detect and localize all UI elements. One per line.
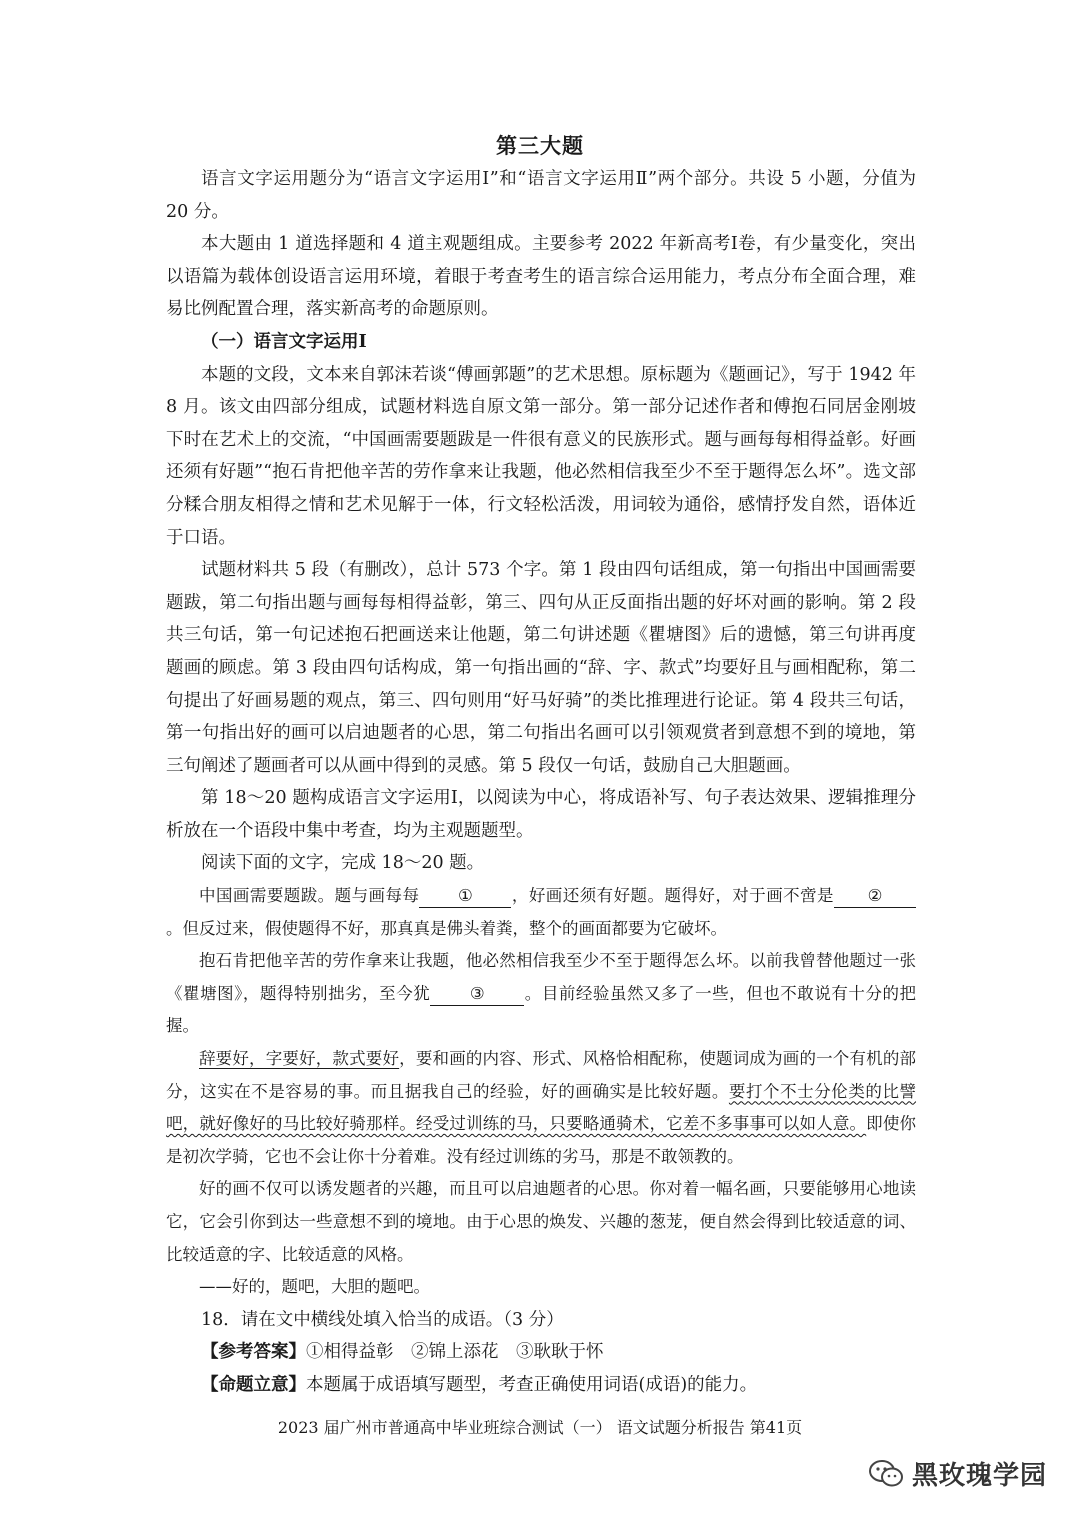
answer-label: 【参考答案】	[201, 1342, 306, 1363]
intent-text: 本题属于成语填写题型，考查正确使用词语(成语)的能力。	[306, 1374, 758, 1395]
question-18-prompt: 18．请在文中横线处填入恰当的成语。（3 分）	[201, 1309, 564, 1330]
blank-2: ②	[834, 885, 916, 908]
analysis-paragraph-3: 第 18～20 题构成语言文字运用Ⅰ，以阅读为中心，将成语补写、句子表达效果、逻辑推理分析放在一个语段中集中考查，均为主观题题型。	[166, 788, 916, 841]
page-footer: 2023 届广州市普通高中毕业班综合测试（一） 语文试题分析报告 第41页	[277, 1418, 803, 1437]
intent-label: 【命题立意】	[201, 1374, 306, 1395]
excerpt-text: 中国画需要题跋。题与画每每	[199, 886, 420, 906]
analysis-paragraph-2: 试题材料共 5 段（有删改），总计 573 个字。第 1 段由四句话组成，第一句指出中国画需要题跋，第二句指出题与画每每相得益彰，第三、四句从正反面指出题的好坏对画的影响。第 2 段共三句话，第一句记述抱石把画送来让他题，第二句讲述题《瞿塘图》后的遗憾，第三句讲再度题画的顾虑。第 3 段由四句话构成，第一句指出画的“辞、字、款式”均要好且与画相配称，第二句提出了好画易题的观点，第三、四句则用“好马好骑”的类比推理进行论证。第 4 段共三句话，第一句指出好的画可以启迪题者的心思，第二句指出名画可以引领观赏者到意想不到的境地，第三句阐述了题画者可以从画中得到的灵感。第 5 段仅一句话，鼓励自己大胆题画。	[166, 560, 916, 776]
underlined-sentence: 辞要好，字要好，款式要好	[199, 1049, 400, 1069]
intro-paragraph-1: 语言文字运用题分为“语言文字运用Ⅰ”和“语言文字运用Ⅱ”两个部分。共设 5 小题，分值为 20 分。	[166, 169, 916, 222]
excerpt-text: ，要和画的内容、形式、风格恰相配称，使题词成为画的一个有机的部分，这实在不是容易的事。而且据我自己的经验，好的画确实是比较好题。	[166, 1049, 917, 1101]
excerpt-paragraph-3	[166, 1043, 916, 1173]
section-heading: （一）语言文字运用Ⅰ	[201, 331, 367, 352]
wechat-icon	[868, 1459, 904, 1489]
watermark-text: 黑玫瑰学园	[912, 1461, 1048, 1491]
excerpt-text: 即使你是初次学骑，它也不会让你十分着难。没有经过训练的劣马，那是不敢领教的。	[166, 1114, 917, 1166]
excerpt-text: 。但反过来，假使题得不好，那真真是佛头着粪，整个的画面都要为它破坏。	[166, 918, 727, 938]
excerpt-paragraph-5: ——好的，题吧，大胆的题吧。	[199, 1277, 430, 1297]
excerpt-paragraph-4: 好的画不仅可以诱发题者的兴趣，而且可以启迪题者的心思。你对着一幅名画，只要能够用心地读它，它会引你到达一些意想不到的境地。由于心思的焕发、兴趣的葱茏，便自然会得到比较适意的词、比较适意的字、比较适意的风格。	[166, 1179, 916, 1264]
answer-text: ①相得益彰 ②锦上添花 ③耿耿于怀	[306, 1342, 604, 1363]
intro-paragraph-2: 本大题由 1 道选择题和 4 道主观题组成。主要参考 2022 年新高考Ⅰ卷，有少量变化，突出以语篇为载体创设语言运用环境，着眼于考查考生的语言综合运用能力，考点分布全面合理，难易比例配置合理，落实新高考的命题原则。	[166, 234, 916, 320]
blank-1: ①	[419, 885, 511, 908]
excerpt-text: ，好画还须有好题。题得好，对于画不啻是	[511, 886, 835, 906]
wavy-underlined-sentence: 要打个不士分伦类的比譬吧，就好像好的马比较好骑那样。经受过训练的马，只要略通骑术，它差不多事事可以如人意。	[166, 1081, 917, 1134]
reading-excerpt	[166, 880, 916, 1304]
excerpt-paragraph-2	[166, 945, 916, 1043]
watermark	[868, 1455, 1047, 1492]
page-title: 第三大题	[496, 133, 584, 158]
excerpt-text: 。目前经验虽然又多了一些，但也不敢说有十分的把握。	[166, 983, 917, 1036]
main-content	[166, 163, 916, 1402]
question-18-answer	[166, 1336, 916, 1369]
excerpt-paragraph-1	[166, 880, 916, 945]
reading-instruction: 阅读下面的文字，完成 18～20 题。	[201, 853, 485, 874]
blank-3: ③	[430, 983, 524, 1006]
excerpt-text: 抱石肯把他辛苦的劳作拿来让我题，他必然相信我至少不至于题得怎么坏。以前我曾替他题过一张《瞿塘图》，题得特别拙劣，至今犹	[166, 951, 916, 1003]
question-18-intent	[166, 1369, 916, 1402]
analysis-paragraph-1: 本题的文段，文本来自郭沫若谈“傅画郭题”的艺术思想。原标题为《题画记》，写于 1942 年 8 月。该文由四部分组成，试题材料选自原文第一部分。第一部分记述作者和傅抱石同居金刚坡下时在艺术上的交流，“中国画需要题跋是一件很有意义的民族形式。题与画每每相得益彰。好画还须有好题”“抱石肯把他辛苦的劳作拿来让我题，他必然相信我至少不至于题得怎么坏”。选文部分糅合朋友相得之情和艺术见解于一体，行文轻松活泼，用词较为通俗，感情抒发自然，语体近于口语。	[166, 364, 916, 548]
